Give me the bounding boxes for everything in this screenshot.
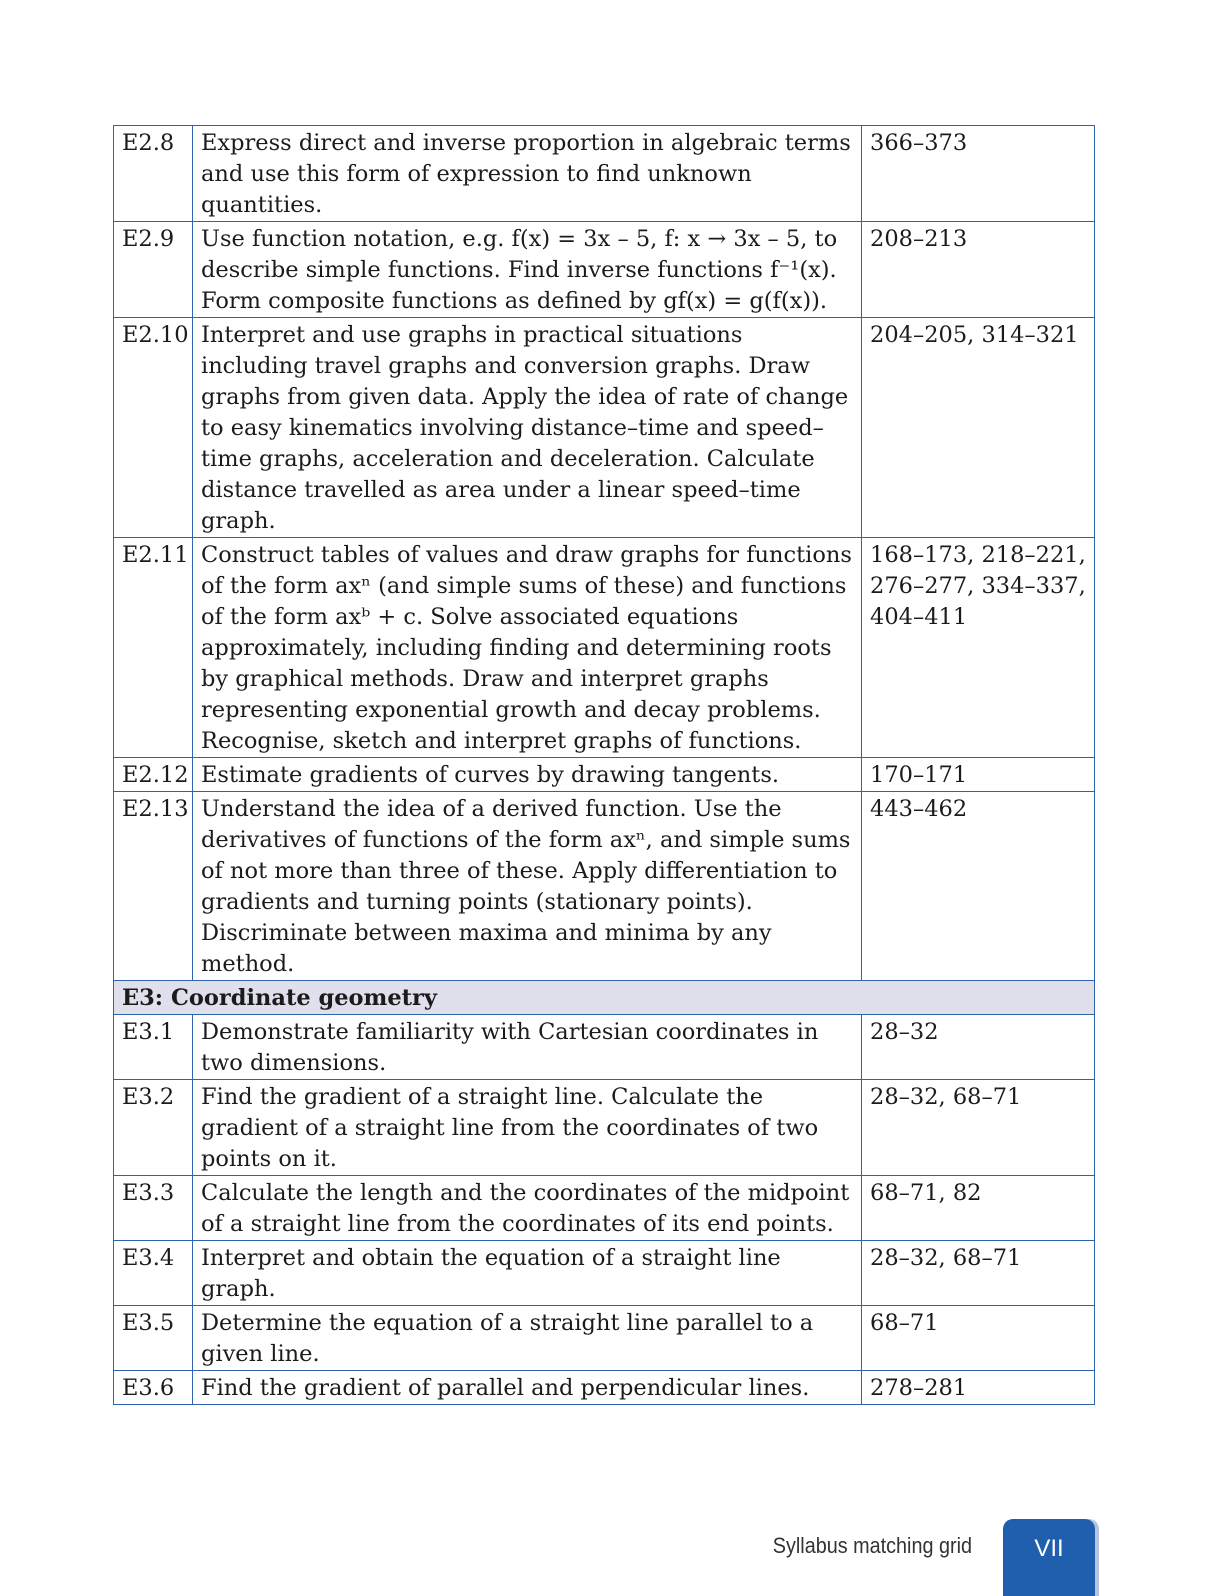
objective-text: Use function notation, e.g. f(x) = 3x – 5, f: x → 3x – 5, to describe simple functions. Find inverse functions f⁻¹(x). Form composite functions as defined by gf(x) = g(f(x)).: [193, 222, 862, 318]
objective-text: Determine the equation of a straight line parallel to a given line.: [193, 1306, 862, 1371]
objective-code: E3.5: [114, 1306, 193, 1371]
page-reference: 208–213: [862, 222, 1095, 318]
table-row: [114, 1080, 1095, 1176]
objective-code: E2.13: [114, 792, 193, 981]
objective-code: E2.12: [114, 758, 193, 792]
page-reference: 443–462: [862, 792, 1095, 981]
table-row: [114, 758, 1095, 792]
table-row: [114, 1015, 1095, 1080]
objective-text: Interpret and obtain the equation of a straight line graph.: [193, 1241, 862, 1306]
objective-code: E2.11: [114, 538, 193, 758]
page-reference: 28–32, 68–71: [862, 1080, 1095, 1176]
table-row: [114, 1371, 1095, 1405]
objective-text: Find the gradient of parallel and perpendicular lines.: [193, 1371, 862, 1405]
page-number-tab: [1003, 1519, 1095, 1596]
objective-text: Find the gradient of a straight line. Calculate the gradient of a straight line from the coordinates of two points on it.: [193, 1080, 862, 1176]
table-row: [114, 792, 1095, 981]
table-row: [114, 1306, 1095, 1371]
page-reference: 68–71: [862, 1306, 1095, 1371]
section-header-row: [114, 981, 1095, 1015]
objective-code: E2.10: [114, 318, 193, 538]
page-number: VII: [1034, 1535, 1064, 1562]
objective-code: E3.1: [114, 1015, 193, 1080]
objective-code: E3.6: [114, 1371, 193, 1405]
table-row: [114, 318, 1095, 538]
section-heading: E3: Coordinate geometry: [114, 981, 1095, 1015]
objective-code: E3.3: [114, 1176, 193, 1241]
objective-text: Calculate the length and the coordinates of the midpoint of a straight line from the coordinates of its end points.: [193, 1176, 862, 1241]
syllabus-grid-table: [113, 125, 1095, 1405]
objective-text: Demonstrate familiarity with Cartesian coordinates in two dimensions.: [193, 1015, 862, 1080]
objective-code: E2.9: [114, 222, 193, 318]
page-reference: 204–205, 314–321: [862, 318, 1095, 538]
table-row: [114, 1176, 1095, 1241]
table-row: [114, 538, 1095, 758]
objective-code: E3.4: [114, 1241, 193, 1306]
footer-section-label: Syllabus matching grid: [772, 1533, 972, 1558]
objective-code: E3.2: [114, 1080, 193, 1176]
page-reference: 170–171: [862, 758, 1095, 792]
page-reference: 278–281: [862, 1371, 1095, 1405]
objective-code: E2.8: [114, 126, 193, 222]
table-row: [114, 1241, 1095, 1306]
objective-text: Estimate gradients of curves by drawing tangents.: [193, 758, 862, 792]
page-reference: 68–71, 82: [862, 1176, 1095, 1241]
page-reference: 28–32: [862, 1015, 1095, 1080]
table-row: [114, 222, 1095, 318]
objective-text: Interpret and use graphs in practical situations including travel graphs and conversion graphs. Draw graphs from given data. Apply the idea of rate of change to easy kinematics involving distance–time and speed–time graphs, acceleration and deceleration. Calculate distance travelled as area under a linear speed–time graph.: [193, 318, 862, 538]
page-reference: 28–32, 68–71: [862, 1241, 1095, 1306]
table-row: [114, 126, 1095, 222]
objective-text: Express direct and inverse proportion in algebraic terms and use this form of expression to find unknown quantities.: [193, 126, 862, 222]
objective-text: Construct tables of values and draw graphs for functions of the form axⁿ (and simple sums of these) and functions of the form axᵇ + c. Solve associated equations approximately, including finding and determining roots by graphical methods. Draw and interpret graphs representing exponential growth and decay problems. Recognise, sketch and interpret graphs of functions.: [193, 538, 862, 758]
page-reference: 366–373: [862, 126, 1095, 222]
objective-text: Understand the idea of a derived function. Use the derivatives of functions of the form axⁿ, and simple sums of not more than three of these. Apply differentiation to gradients and turning points (stationary points). Discriminate between maxima and minima by any method.: [193, 792, 862, 981]
page-reference: 168–173, 218–221, 276–277, 334–337, 404–411: [862, 538, 1095, 758]
